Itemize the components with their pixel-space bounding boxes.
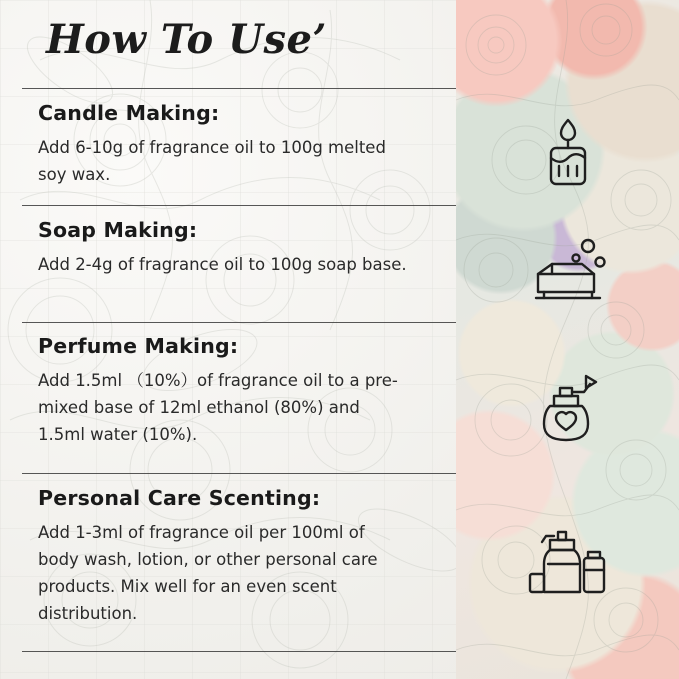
section-perfume-making — [38, 334, 442, 448]
section-candle-making — [38, 101, 442, 188]
section-heading: Soap Making: — [38, 218, 198, 242]
perfume-atomizer-icon-wrap — [456, 362, 679, 452]
candle-icon — [525, 110, 611, 196]
lotion-bottles-icon — [518, 518, 618, 614]
divider-4 — [22, 473, 456, 474]
page-title: How To Use’ — [46, 16, 327, 63]
perfume-atomizer-icon — [520, 362, 616, 452]
soap-bar-icon-wrap — [456, 228, 679, 314]
divider-1 — [22, 88, 456, 89]
section-heading: Perfume Making: — [38, 334, 239, 358]
section-soap-making — [38, 218, 442, 278]
section-body: Add 6-10g of fragrance oil to 100g melted soy wax. — [38, 138, 386, 184]
divider-3 — [22, 322, 456, 323]
divider-2 — [22, 205, 456, 206]
section-personal-care-scenting — [38, 486, 442, 627]
lotion-bottles-icon-wrap — [456, 518, 679, 614]
section-body: Add 1.5ml （10%）of fragrance oil to a pre-mixed base of 12ml ethanol (80%) and 1.5ml water (10%). — [38, 371, 398, 444]
section-body: Add 1-3ml of fragrance oil per 100ml of body wash, lotion, or other personal care products. Mix well for an even scent distribution. — [38, 523, 378, 623]
soap-bar-icon — [522, 228, 614, 314]
section-body: Add 2-4g of fragrance oil to 100g soap base. — [38, 255, 407, 274]
divider-5 — [22, 651, 456, 652]
candle-icon-wrap — [456, 110, 679, 196]
section-heading: Personal Care Scenting: — [38, 486, 321, 510]
section-heading: Candle Making: — [38, 101, 220, 125]
